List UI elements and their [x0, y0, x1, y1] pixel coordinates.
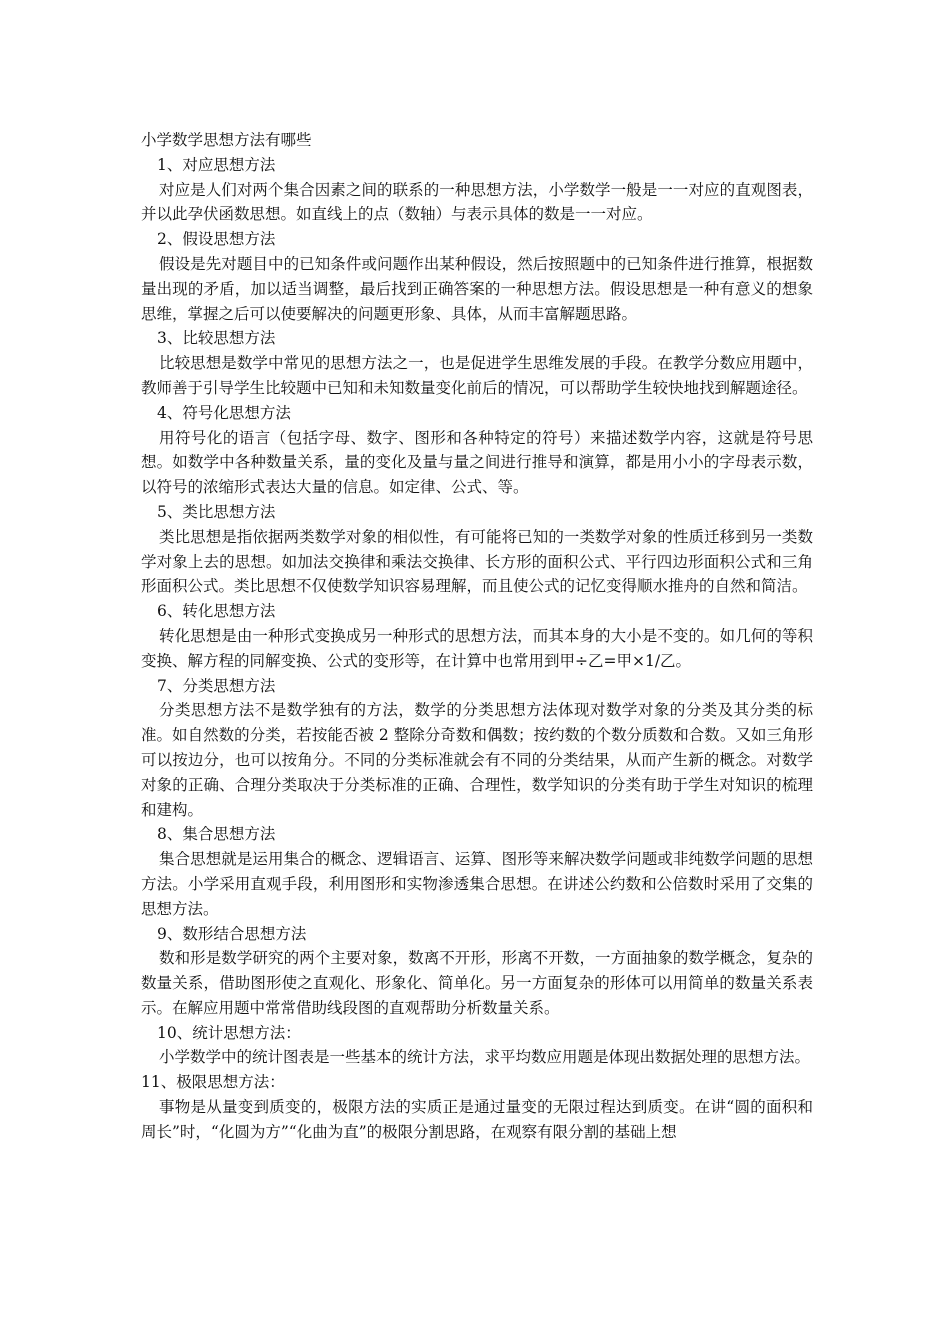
section-body: 对应是人们对两个集合因素之间的联系的一种思想方法，小学数学一般是一一对应的直观图表，并以此孕伏函数思想。如直线上的点（数轴）与表示具体的数是一一对应。 — [141, 180, 813, 224]
section-body: 用符号化的语言（包括字母、数字、图形和各种特定的符号）来描述数学内容，这就是符号思想。如数学中各种数量关系，量的变化及量与量之间进行推导和演算，都是用小小的字母表示数，以符号的浓缩形式表达大量的信息。如定律、公式、等。 — [141, 428, 813, 497]
section-number-shape — [141, 922, 813, 1021]
section-limit — [141, 1070, 813, 1144]
section-analogy — [141, 500, 813, 599]
section-heading: 8、集合思想方法 — [157, 825, 276, 844]
section-body: 集合思想就是运用集合的概念、逻辑语言、运算、图形等来解决数学问题或非纯数学问题的思想方法。小学采用直观手段，利用图形和实物渗透集合思想。在讲述公约数和公倍数时采用了交集的思想方法。 — [141, 850, 813, 918]
section-heading: 7、分类思想方法 — [157, 676, 276, 695]
section-assumption — [141, 227, 813, 326]
section-body: 分类思想方法不是数学独有的方法，数学的分类思想方法体现对数学对象的分类及其分类的标准。如自然数的分类，若按能否被 2 整除分奇数和偶数；按约数的个数分质数和合数。又如三角形可以按边分，也可以按角分。不同的分类标准就会有不同的分类结果，从而产生新的概念。对数学对象的正确、合理分类取决于分类标准的正确、合理性，数学知识的分类有助于学生对知识的梳理和建构。 — [141, 701, 813, 819]
section-transformation — [141, 599, 813, 673]
document-page — [141, 128, 813, 1145]
section-body: 类比思想是指依据两类数学对象的相似性，有可能将已知的一类数学对象的性质迁移到另一类数学对象上去的思想。如加法交换律和乘法交换律、长方形的面积公式、平行四边形面积公式和三角形面积公式。类比思想不仅使数学知识容易理解，而且使公式的记忆变得顺水推舟的自然和简洁。 — [141, 527, 813, 596]
section-statistics — [141, 1021, 813, 1071]
section-body: 事物是从量变到质变的，极限方法的实质正是通过量变的无限过程达到质变。在讲“圆的面积和周长”时，“化圆为方”“化曲为直”的极限分割思路，在观察有限分割的基础上想 — [141, 1098, 813, 1141]
section-body: 转化思想是由一种形式变换成另一种形式的思想方法，而其本身的大小是不变的。如几何的等积变换、解方程的同解变换、公式的变形等，在计算中也常用到甲÷乙=甲×1/乙。 — [141, 626, 813, 670]
section-body: 小学数学中的统计图表是一些基本的统计方法，求平均数应用题是体现出数据处理的思想方法。 — [159, 1048, 811, 1067]
section-body: 假设是先对题目中的已知条件或问题作出某种假设，然后按照题中的已知条件进行推算，根据数量出现的矛盾，加以适当调整，最后找到正确答案的一种思想方法。假设思想是一种有意义的想象思维，掌握之后可以使要解决的问题更形象、具体，从而丰富解题思路。 — [141, 254, 813, 323]
section-heading: 1、对应思想方法 — [157, 155, 276, 174]
document-title: 小学数学思想方法有哪些 — [141, 131, 312, 149]
section-heading: 10、统计思想方法： — [157, 1023, 301, 1042]
section-heading: 11、极限思想方法： — [141, 1073, 285, 1092]
section-body: 比较思想是数学中常见的思想方法之一，也是促进学生思维发展的手段。在教学分数应用题中，教师善于引导学生比较题中已知和未知数量变化前后的情况，可以帮助学生较快地找到解题途径。 — [141, 354, 813, 397]
section-heading: 3、比较思想方法 — [157, 329, 276, 348]
section-comparison — [141, 326, 813, 400]
section-heading: 6、转化思想方法 — [157, 602, 276, 621]
section-heading: 2、假设思想方法 — [157, 230, 276, 249]
section-body: 数和形是数学研究的两个主要对象，数离不开形，形离不开数，一方面抽象的数学概念，复杂的数量关系，借助图形使之直观化、形象化、简单化。另一方面复杂的形体可以用简单的数量关系表示。在解应用题中常常借助线段图的直观帮助分析数量关系。 — [141, 949, 813, 1017]
section-heading: 9、数形结合思想方法 — [157, 924, 307, 943]
section-classification — [141, 674, 813, 823]
section-correspondence — [141, 153, 813, 227]
section-heading: 4、符号化思想方法 — [157, 403, 291, 422]
section-set-theory — [141, 822, 813, 921]
section-heading: 5、类比思想方法 — [157, 502, 276, 521]
section-symbolization — [141, 401, 813, 500]
